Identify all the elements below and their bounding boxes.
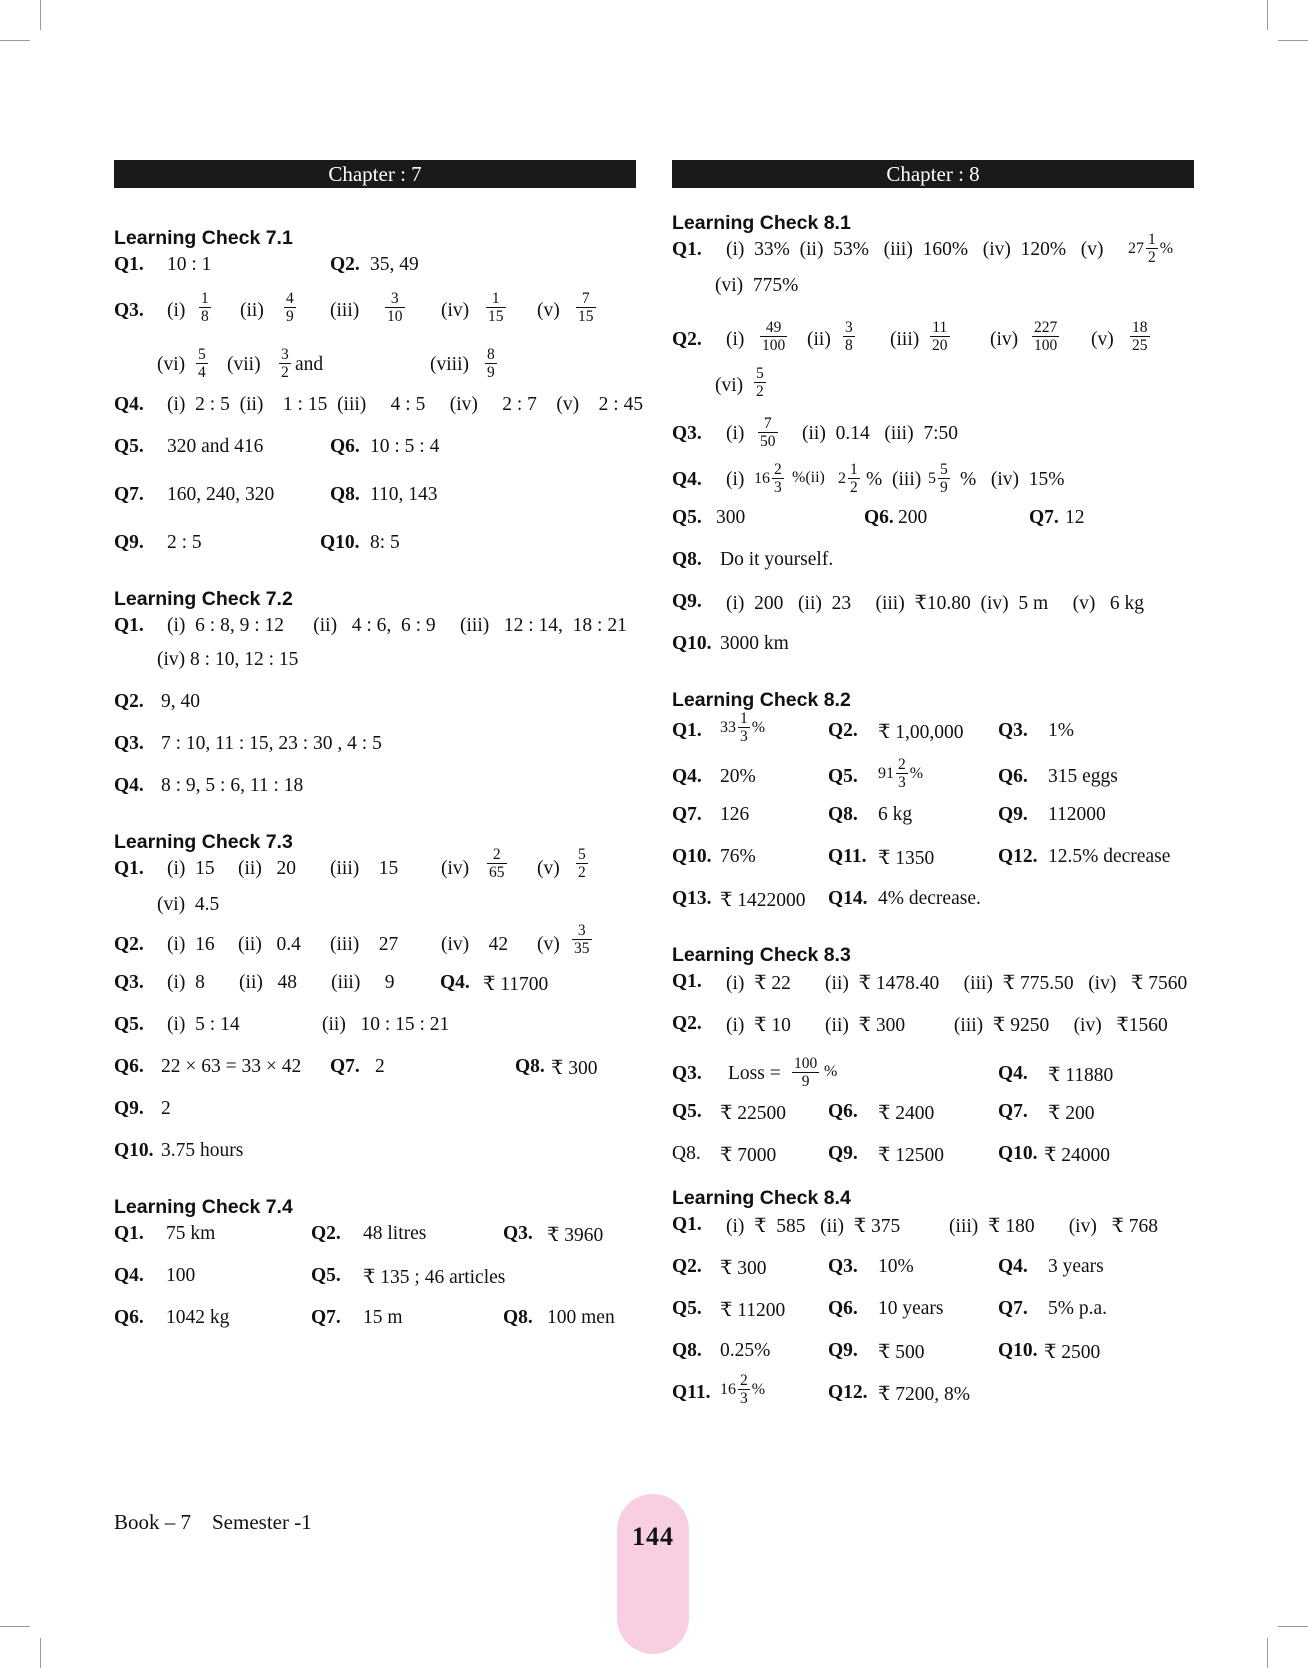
answer: (iv) 42	[441, 934, 509, 955]
fraction: $\frac{1}{8}$	[201, 290, 209, 326]
q-label: Q6.	[828, 1101, 858, 1122]
fraction: $\frac{100}{9}$	[794, 1055, 818, 1091]
part-label: (iii)	[890, 329, 920, 350]
q-label: Q7.	[672, 804, 702, 825]
q-label: Q2.	[330, 254, 360, 275]
q-label: Q6.	[330, 436, 360, 457]
answer-row	[114, 394, 644, 436]
loss-label: Loss =	[728, 1063, 781, 1084]
fraction: $\frac{3}{10}$	[387, 290, 403, 326]
answer-row	[114, 254, 636, 290]
answer: ₹ 300	[551, 1058, 598, 1079]
q-label: Q1.	[114, 858, 144, 879]
answer: 126	[720, 804, 750, 825]
answer-row	[672, 507, 1194, 549]
q-label: Q4.	[114, 1265, 144, 1286]
q-label: Q7.	[311, 1307, 341, 1328]
part-label: (iv)	[441, 300, 470, 321]
q-label: Q7.	[1029, 507, 1059, 528]
part-label: (iv)	[990, 329, 1019, 350]
answer: 200	[898, 507, 928, 528]
answer: 5% p.a.	[1048, 1298, 1108, 1319]
answer: 2 : 5	[167, 532, 202, 553]
q-label: Q8.	[828, 804, 858, 825]
answer: 10 : 1	[167, 254, 212, 275]
answer: 75 km	[166, 1223, 216, 1244]
answer-row	[672, 971, 1194, 1013]
answer: (ii) 0.4	[238, 934, 301, 955]
answer: ₹ 135 ; 46 articles	[363, 1267, 506, 1288]
lc-8-1-heading: Learning Check 8.1	[672, 212, 851, 234]
answer: (i) ₹ 10 (ii) ₹ 300 (iii) ₹ 9250 (iv) ₹1560	[726, 1015, 1168, 1036]
answer: (i) 200 (ii) 23 (iii) ₹10.80 (iv) 5 m (v) 6 kg	[726, 593, 1145, 614]
answer: 112000	[1048, 804, 1106, 825]
answer: ₹ 3960	[547, 1225, 604, 1246]
q-label: Q4.	[672, 766, 702, 787]
q-label: Q8.	[672, 1340, 702, 1361]
part-label: (i)	[167, 300, 186, 321]
q-label: Q8.	[503, 1307, 533, 1328]
part-label: (v)	[537, 858, 560, 879]
answer-row	[672, 275, 1194, 319]
fraction: $\frac{7}{50}$	[760, 415, 776, 451]
q-label: Q3.	[672, 1063, 702, 1084]
crop-mark	[1267, 0, 1268, 30]
answer-row	[114, 846, 636, 894]
answer: 2	[161, 1098, 171, 1119]
answer: (i) 2 : 5 (ii) 1 : 15 (iii) 4 : 5 (iv) 2 : 7 (v) 2 : 45	[167, 394, 644, 415]
part-label: (v)	[537, 934, 560, 955]
q-label: Q2.	[311, 1223, 341, 1244]
q-label: Q5.	[311, 1265, 341, 1286]
q-label: Q5.	[828, 766, 858, 787]
answer: 100	[166, 1265, 196, 1286]
answer: 0.25%	[720, 1340, 771, 1361]
book-semester-footer: Book – 7 Semester -1	[114, 1510, 312, 1534]
lc-8-2-heading: Learning Check 8.2	[672, 689, 851, 711]
q-label: Q3.	[114, 733, 144, 754]
q-label: Q8.	[672, 1143, 701, 1164]
answer: Do it yourself.	[720, 549, 834, 570]
q-label: Q4.	[998, 1063, 1028, 1084]
chapter-8-column	[672, 160, 1194, 1422]
answer-row	[672, 1372, 1194, 1422]
answer-row	[114, 484, 636, 532]
fraction: $\frac{1}{15}$	[488, 290, 504, 326]
answer-row	[114, 290, 636, 346]
q-label: Q10.	[672, 846, 712, 867]
q-label: Q9.	[672, 591, 702, 612]
part-label: (vi)	[715, 375, 744, 396]
q-label: Q10.	[320, 532, 360, 553]
page-number: 144	[632, 1522, 674, 1551]
answer: ₹ 7200, 8%	[878, 1384, 971, 1405]
answer: 9, 40	[161, 691, 200, 712]
answer: (vi) 775%	[715, 275, 799, 296]
answer-row	[672, 1101, 1194, 1143]
answer-row	[114, 922, 636, 972]
answer-row	[672, 1340, 1194, 1376]
part-label: (i)	[726, 329, 745, 350]
fraction: $\frac{49}{100}$	[762, 319, 786, 355]
q-label: Q3.	[114, 972, 144, 993]
answer: 20%	[720, 766, 756, 787]
answer-row	[672, 231, 1194, 275]
answer: ₹ 24000	[1044, 1145, 1111, 1166]
answer-row	[672, 1214, 1194, 1256]
q-label: Q1.	[672, 239, 702, 260]
q-label: Q7.	[330, 1056, 360, 1077]
q-label: Q10.	[114, 1140, 154, 1161]
answer: 10 years	[878, 1298, 944, 1319]
q-label: Q3.	[114, 300, 144, 321]
answer: ₹ 1,00,000	[878, 722, 964, 743]
q-label: Q4.	[114, 394, 144, 415]
answer: ₹ 11700	[483, 974, 549, 995]
answer: ₹ 500	[878, 1342, 925, 1363]
answer: 22 × 63 = 33 × 42	[161, 1056, 302, 1077]
answer-row	[114, 733, 636, 775]
answer: % (iv) 15%	[960, 469, 1065, 490]
answer: 6 kg	[878, 804, 913, 825]
answer: (iii) 27	[330, 934, 399, 955]
answer-row	[114, 615, 636, 649]
answer: ₹ 2400	[878, 1103, 935, 1124]
answer: 320 and 416	[167, 436, 264, 457]
answer-row	[672, 319, 1194, 365]
part-label: (i)	[726, 423, 745, 444]
answer: 3000 km	[720, 633, 789, 654]
q-label: Q7.	[114, 484, 144, 505]
part-label: (iii)	[330, 300, 360, 321]
fraction: $\frac{8}{9}$	[487, 346, 495, 382]
answer-row	[672, 756, 1194, 804]
answer-row	[672, 888, 1194, 930]
answer: 315 eggs	[1048, 766, 1118, 787]
percent: %	[824, 1063, 838, 1080]
answer: (i) 6 : 8, 9 : 12 (ii) 4 : 6, 6 : 9 (iii) 12 : 14, 18 : 21	[167, 615, 627, 636]
answer: (i) ₹ 22 (ii) ₹ 1478.40 (iii) ₹ 775.50 (iv) ₹ 7560	[726, 973, 1188, 994]
crop-mark	[1278, 1626, 1308, 1627]
mixed-fraction: 16 $\frac{2}{3}$	[754, 461, 782, 497]
fraction: $\frac{5}{2}$	[756, 365, 764, 401]
q-label: Q7.	[998, 1101, 1028, 1122]
crop-mark	[0, 40, 30, 41]
q-label: Q14.	[828, 888, 868, 909]
answer: (i) 15	[167, 858, 215, 879]
part-label: (ii)	[807, 329, 831, 350]
q-label: Q2.	[672, 1013, 702, 1034]
fraction: $\frac{18}{25}$	[1132, 319, 1148, 355]
and-text: and	[295, 354, 324, 375]
answer-row	[114, 1056, 636, 1098]
fraction: $\frac{2}{65}$	[489, 846, 505, 882]
q-label: Q5.	[114, 436, 144, 457]
answer: 110, 143	[370, 484, 438, 505]
lc-7-2-heading: Learning Check 7.2	[114, 588, 293, 610]
answer-row	[672, 846, 1194, 888]
answer: (ii) 10 : 15 : 21	[322, 1014, 450, 1035]
part-label: % (iii)	[866, 469, 922, 490]
q-label: Q1.	[114, 1223, 144, 1244]
mixed-fraction: 27 $\frac{1}{2}$ %	[1128, 231, 1174, 267]
q-label: Q1.	[114, 254, 144, 275]
q-label: Q12.	[998, 846, 1038, 867]
part-label: (v)	[537, 300, 560, 321]
q-label: Q11.	[828, 846, 867, 867]
answer: 3 years	[1048, 1256, 1104, 1277]
fraction: $\frac{7}{15}$	[578, 290, 594, 326]
answer: (i) 33% (ii) 53% (iii) 160% (iv) 120% (v)	[726, 239, 1104, 260]
q-label: Q2.	[114, 934, 144, 955]
fraction: $\frac{5}{4}$	[198, 346, 206, 382]
q-label: Q2.	[672, 1256, 702, 1277]
answer: ₹ 22500	[720, 1103, 787, 1124]
answer: 1%	[1048, 720, 1074, 741]
part-label: (iv)	[441, 858, 470, 879]
page-number-tab	[617, 1494, 689, 1654]
answer-row	[672, 1256, 1194, 1298]
answer-row	[672, 1055, 1194, 1101]
q-label: Q2.	[828, 720, 858, 741]
answer: (iv) 8 : 10, 12 : 15	[157, 649, 299, 670]
answer: ₹ 300	[720, 1258, 767, 1279]
answer-row	[672, 633, 1194, 675]
answer-row	[672, 549, 1194, 591]
answer: 35, 49	[370, 254, 419, 275]
q-label: Q5.	[672, 507, 702, 528]
mixed-fraction: 91 $\frac{2}{3}$ %	[878, 756, 924, 792]
q-label: Q3.	[672, 423, 702, 444]
q-label: Q6.	[998, 766, 1028, 787]
answer-row	[114, 691, 636, 733]
answer-row	[114, 346, 636, 394]
answer: 300	[716, 507, 746, 528]
q-label: Q12.	[828, 1382, 868, 1403]
q-label: Q4.	[998, 1256, 1028, 1277]
q-label: Q6.	[864, 507, 894, 528]
answer: (i) 8 (ii) 48 (iii) 9	[167, 972, 395, 993]
answer-row	[672, 804, 1194, 846]
answer: (vi) 4.5	[157, 894, 220, 915]
answer-row	[672, 415, 1194, 461]
fraction: $\frac{4}{9}$	[286, 290, 294, 326]
answer-row	[114, 894, 636, 930]
crop-mark	[40, 1638, 41, 1668]
q-label: Q1.	[672, 720, 702, 741]
q-label: Q6.	[114, 1307, 144, 1328]
answer-row	[114, 532, 636, 574]
answer: 12.5% decrease	[1048, 846, 1171, 867]
answer: (i) ₹ 585 (ii) ₹ 375 (iii) ₹ 180 (iv) ₹ 768	[726, 1216, 1158, 1237]
answer: (i) 5 : 14	[167, 1014, 240, 1035]
crop-mark	[40, 0, 41, 30]
q-label: Q4.	[440, 972, 470, 993]
answer-row	[672, 365, 1194, 415]
lc-7-1-heading: Learning Check 7.1	[114, 227, 293, 249]
q-label: Q9.	[828, 1143, 858, 1164]
q-label: Q11.	[672, 1382, 711, 1403]
q-label: Q2.	[114, 691, 144, 712]
part-label: (i)	[726, 469, 745, 490]
fraction: $\frac{3}{35}$	[574, 922, 590, 958]
answer: 4% decrease.	[878, 888, 981, 909]
fraction: $\frac{3}{2}$	[281, 346, 289, 382]
answer: 8 : 9, 5 : 6, 11 : 18	[161, 775, 304, 796]
crop-mark	[1278, 40, 1308, 41]
crop-mark	[0, 1626, 30, 1627]
q-label: Q3.	[503, 1223, 533, 1244]
mixed-fraction: 2 $\frac{1}{2}$	[838, 461, 858, 497]
answer-row	[114, 1307, 636, 1349]
part-label: (ii)	[240, 300, 264, 321]
answer: 10 : 5 : 4	[370, 436, 440, 457]
answer: ₹ 11880	[1048, 1065, 1114, 1086]
answer-row	[672, 1298, 1194, 1340]
answer: ₹ 1422000	[720, 890, 806, 911]
part-label: (v)	[1091, 329, 1114, 350]
q-label: Q1.	[672, 1214, 702, 1235]
answer: 15 m	[363, 1307, 403, 1328]
answer: ₹ 12500	[878, 1145, 945, 1166]
q-label: Q8.	[515, 1056, 545, 1077]
answer: 160, 240, 320	[167, 484, 275, 505]
chapter-8-header: Chapter : 8	[672, 160, 1194, 188]
q-label: Q4.	[114, 775, 144, 796]
answer-row	[672, 461, 1194, 507]
answer-row	[114, 775, 636, 817]
answer-row	[114, 649, 636, 691]
answer: 8: 5	[370, 532, 400, 553]
answer: (iii) 15	[330, 858, 399, 879]
answer: 10%	[878, 1256, 914, 1277]
q-label: Q5.	[672, 1298, 702, 1319]
answer-row	[672, 1013, 1194, 1055]
answer: 12	[1065, 507, 1085, 528]
answer: (ii) 0.14 (iii) 7:50	[802, 423, 958, 444]
answer-row	[114, 1140, 636, 1182]
q-label: Q3.	[998, 720, 1028, 741]
fraction: $\frac{11}{20}$	[932, 319, 948, 355]
answer: (i) 16	[167, 934, 215, 955]
part-label: (vi)	[157, 354, 186, 375]
q-label: Q1.	[114, 615, 144, 636]
answer: 3.75 hours	[161, 1140, 244, 1161]
q-label: Q9.	[998, 804, 1028, 825]
mixed-fraction: 16 $\frac{2}{3}$ %	[720, 1372, 766, 1408]
lc-7-4-heading: Learning Check 7.4	[114, 1196, 293, 1218]
q-label: Q1.	[672, 971, 702, 992]
q-label: Q5.	[672, 1101, 702, 1122]
q-label: Q3.	[828, 1256, 858, 1277]
part-label: %(ii)	[792, 469, 825, 486]
q-label: Q13.	[672, 888, 712, 909]
answer: ₹ 200	[1048, 1103, 1095, 1124]
part-label: (vii)	[227, 354, 261, 375]
chapter-7-column	[114, 160, 644, 1349]
answer: 76%	[720, 846, 756, 867]
q-label: Q5.	[114, 1014, 144, 1035]
lc-8-4-heading: Learning Check 8.4	[672, 1187, 851, 1209]
q-label: Q10.	[672, 633, 712, 654]
answer: ₹ 11200	[720, 1300, 786, 1321]
q-label: Q6.	[828, 1298, 858, 1319]
answer-row	[672, 1143, 1194, 1185]
answer: 7 : 10, 11 : 15, 23 : 30 , 4 : 5	[161, 733, 382, 754]
q-label: Q10.	[998, 1143, 1038, 1164]
answer-row	[114, 1223, 636, 1265]
answer-row	[114, 1098, 636, 1140]
answer-row	[672, 591, 1194, 633]
lc-7-3-heading: Learning Check 7.3	[114, 831, 293, 853]
q-label: Q2.	[672, 329, 702, 350]
answer: ₹ 7000	[720, 1145, 777, 1166]
answer: ₹ 1350	[878, 848, 935, 869]
q-label: Q9.	[114, 1098, 144, 1119]
q-label: Q6.	[114, 1056, 144, 1077]
fraction: $\frac{3}{8}$	[845, 319, 853, 355]
mixed-fraction: 33 $\frac{1}{3}$ %	[720, 710, 766, 746]
answer: 1042 kg	[166, 1307, 230, 1328]
q-label: Q7.	[998, 1298, 1028, 1319]
answer: ₹ 2500	[1044, 1342, 1101, 1363]
fraction: $\frac{5}{2}$	[578, 846, 586, 882]
q-label: Q9.	[828, 1340, 858, 1361]
q-label: Q9.	[114, 532, 144, 553]
mixed-fraction: 5 $\frac{5}{9}$	[928, 461, 948, 497]
answer: (ii) 20	[238, 858, 296, 879]
answer-row	[114, 972, 636, 1014]
answer: 48 litres	[363, 1223, 427, 1244]
crop-mark	[1267, 1638, 1268, 1668]
answer-row	[114, 1014, 636, 1056]
lc-8-3-heading: Learning Check 8.3	[672, 944, 851, 966]
q-label: Q8.	[672, 549, 702, 570]
q-label: Q8.	[330, 484, 360, 505]
answer-row	[672, 710, 1194, 762]
answer: 2	[375, 1056, 385, 1077]
answer: 100 men	[547, 1307, 615, 1328]
part-label: (viii)	[430, 354, 469, 375]
q-label: Q4.	[672, 469, 702, 490]
answer-row	[114, 1265, 636, 1307]
answer-row	[114, 436, 636, 484]
fraction: $\frac{227}{100}$	[1034, 319, 1058, 355]
q-label: Q10.	[998, 1340, 1038, 1361]
chapter-7-header: Chapter : 7	[114, 160, 636, 188]
